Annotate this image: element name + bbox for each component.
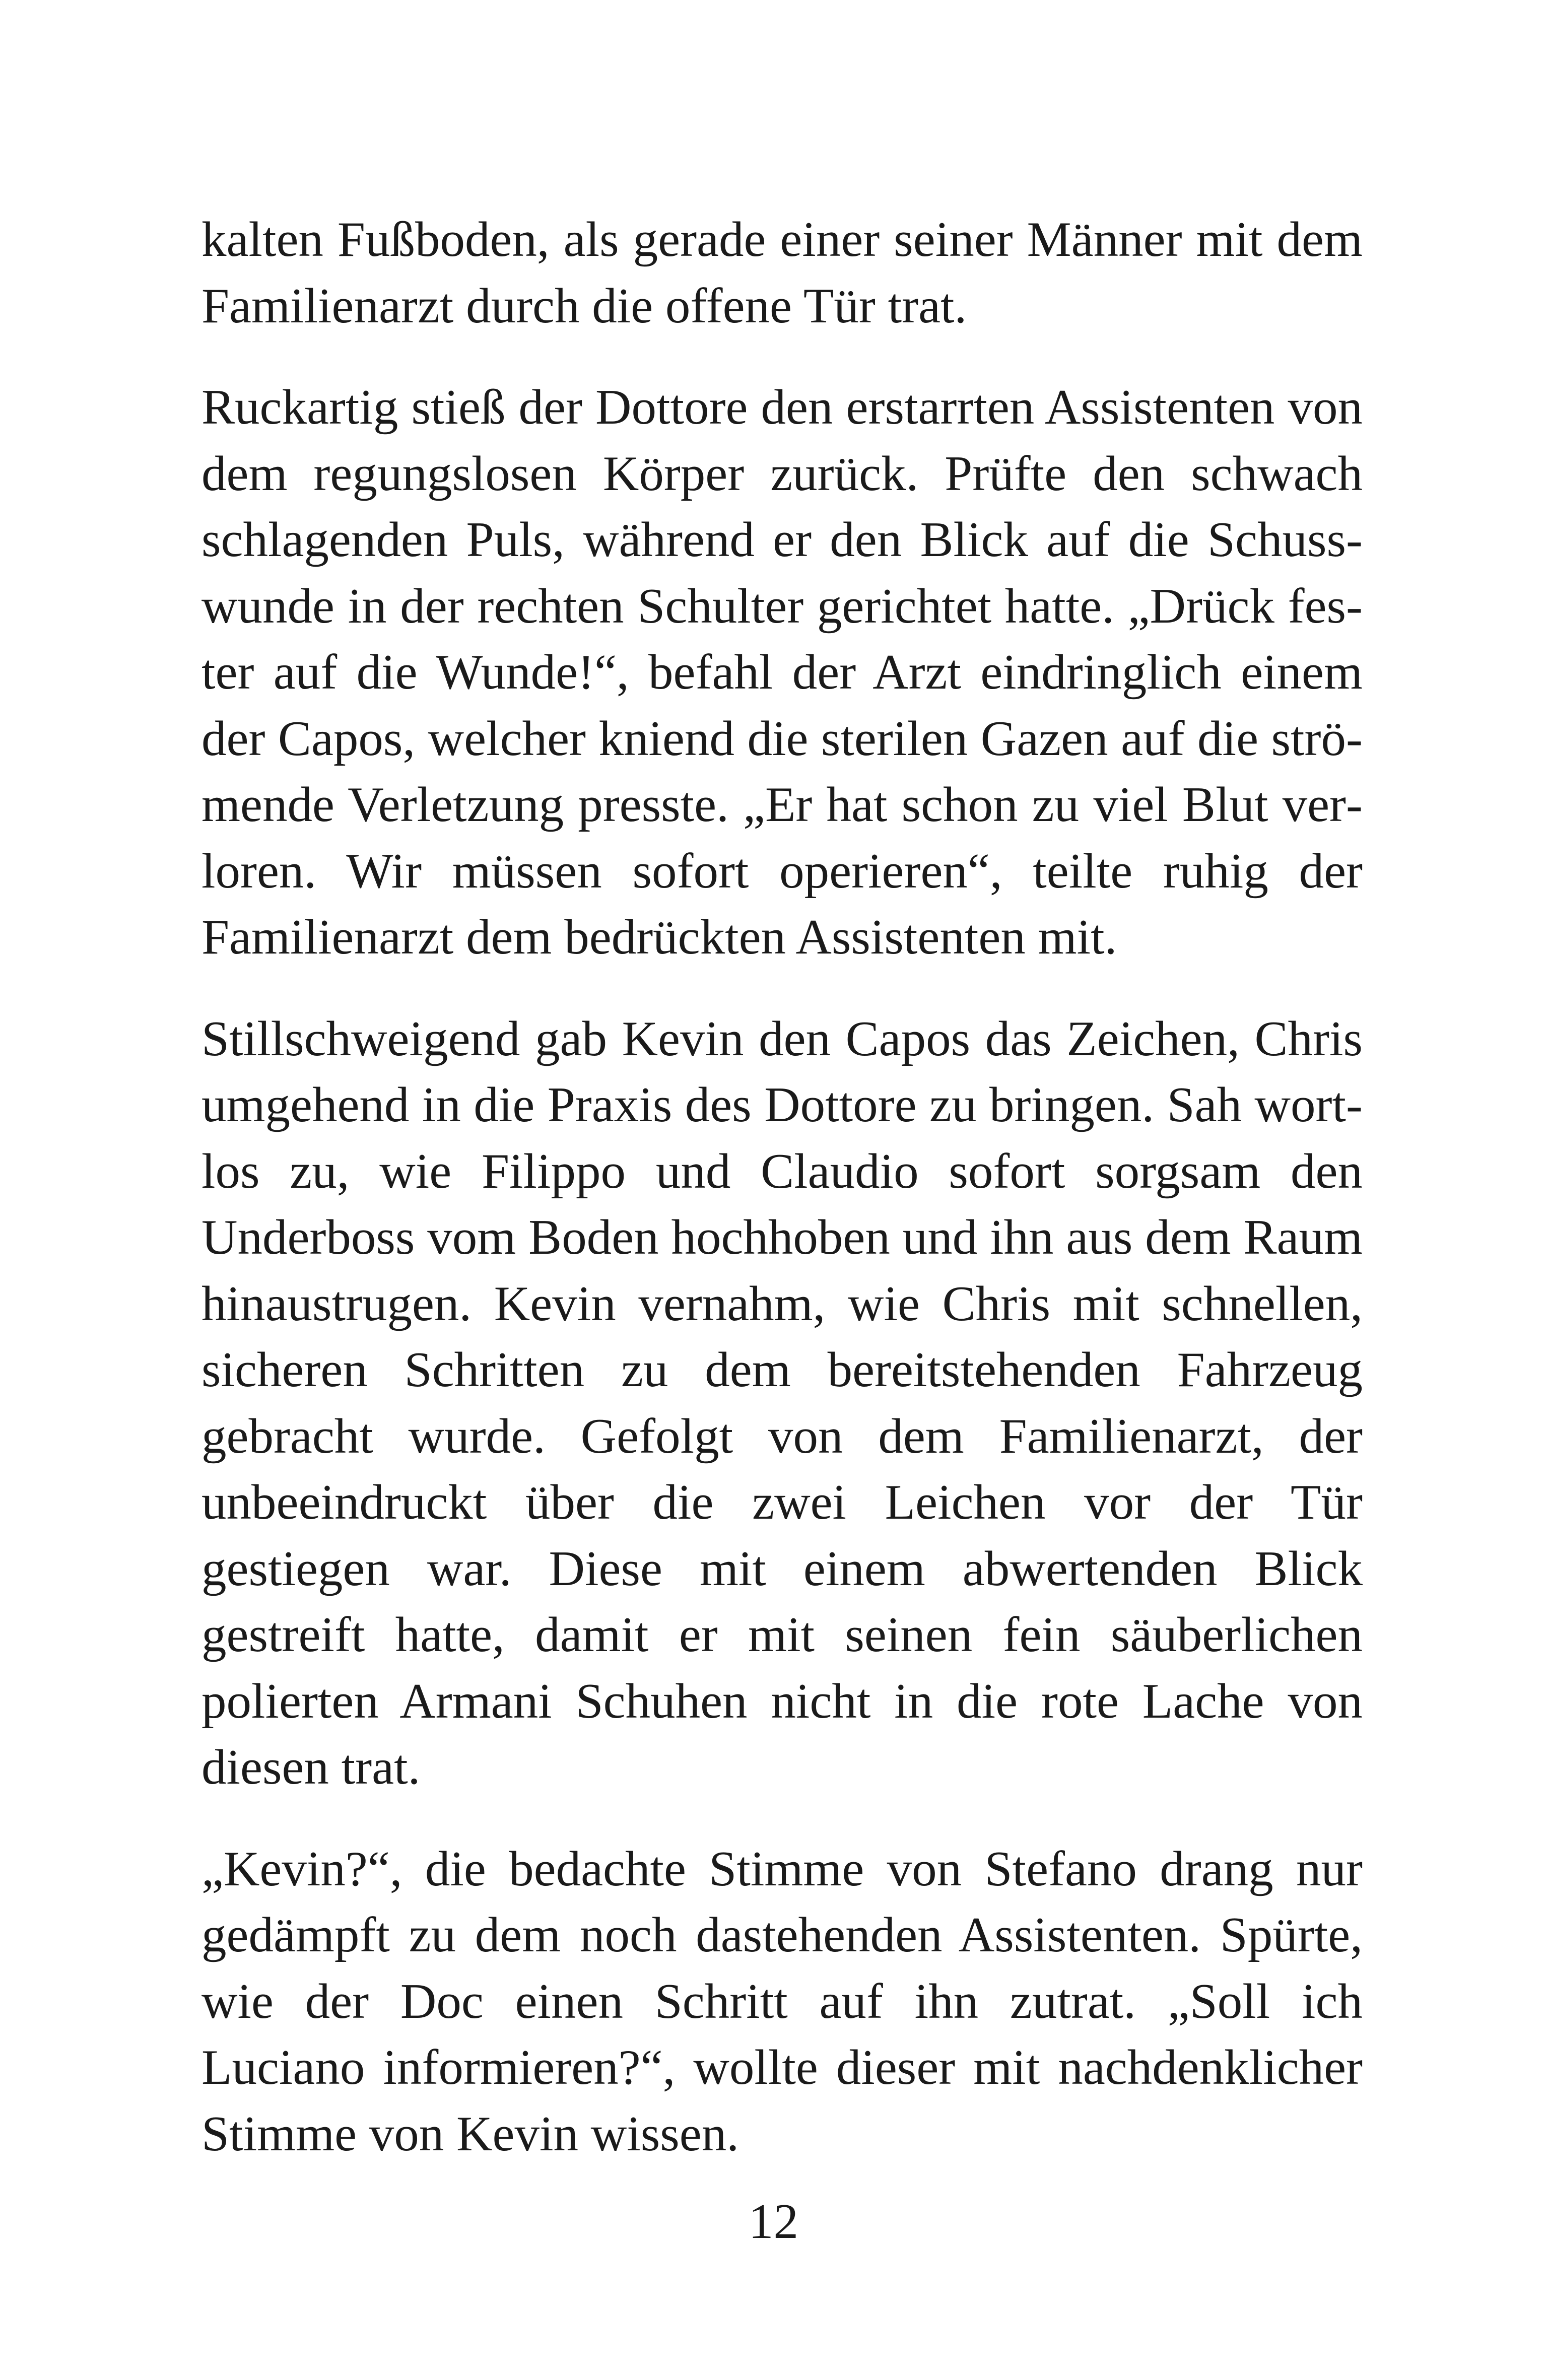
paragraph: Ruckartig stieß der Dottore den erstarrten Assistenten von dem regungslosen Körper zurück. Prüfte den schwach schlagenden Puls, während er den Blick auf die Schusswunde in der rechten Schulter gerichtet hatte. „Drück fester auf die Wunde!“, befahl der Arzt eindringlich einem der Capos, welcher kniend die sterilen Gazen auf die strömende Verletzung presste. „Er hat schon zu viel Blut verloren. Wir müssen sofort operieren“, teilte ruhig der Familienarzt dem bedrückten Assistenten mit. (201, 380, 1363, 965)
paragraph: kalten Fußboden, als gerade einer seiner Männer mit dem Familienarzt durch die offene Tür trat. (201, 212, 1363, 333)
page-number: 12 (749, 2194, 798, 2249)
paragraph: „Kevin?“, die bedachte Stimme von Stefano drang nur gedämpft zu dem noch dastehenden Assistenten. Spürte, wie der Doc einen Schritt auf ihn zutrat. „Soll ich Luciano informieren?“, wollte dieser mit nachdenklicher Stimme von Kevin wissen. (201, 1841, 1363, 2161)
paragraph: Stillschweigend gab Kevin den Capos das Zeichen, Chris umgehend in die Praxis des Dottore zu bringen. Sah wortlos zu, wie Filippo und Claudio sofort sorgsam den Underboss vom Boden hochhoben und ihn aus dem Raum hinaustrugen. Kevin vernahm, wie Chris mit schnellen, sicheren Schritten zu dem bereitstehenden Fahrzeug gebracht wurde. Gefolgt von dem Familienarzt, der unbeeindruckt über die zwei Leichen vor der Tür gestiegen war. Diese mit einem abwertenden Blick gestreift hatte, damit er mit seinen fein säuberlichen polierten Armani Schuhen nicht in die rote Lache von diesen trat. (201, 1011, 1363, 1795)
body-text (201, 207, 1363, 2167)
